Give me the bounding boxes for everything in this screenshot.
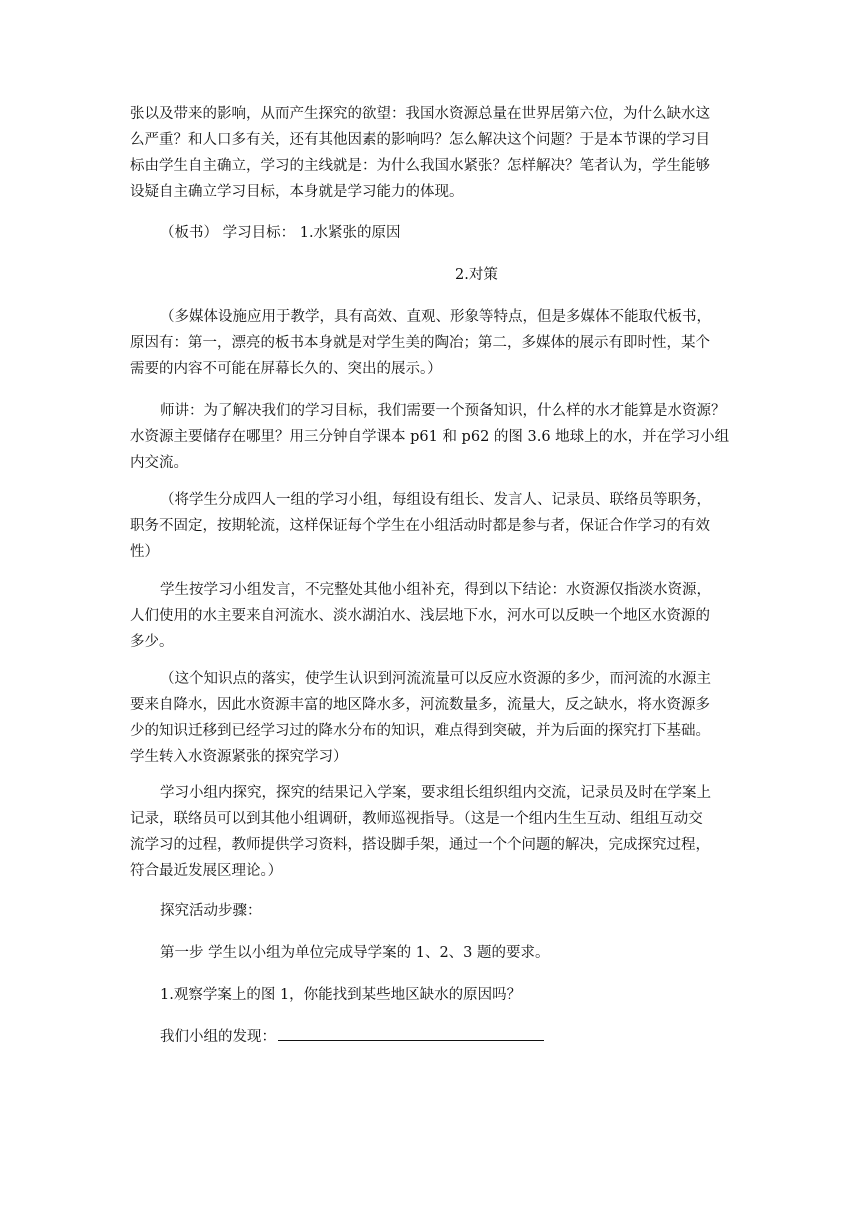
answer-blank[interactable] [278, 1026, 544, 1041]
text-line: 学生按学习小组发言，不完整处其他小组补充，得到以下结论：水资源仅指淡水资源， [160, 582, 711, 598]
text-line: （这个知识点的落实，使学生认识到河流流量可以反应水资源的多少，而河流的水源主 [160, 671, 711, 687]
paragraph-conclusion [130, 577, 730, 655]
step-one [130, 940, 730, 966]
paragraph-intro [130, 101, 730, 205]
text-line: 么严重？和人口多有关，还有其他因素的影响吗？怎么解决这个问题？于是本节课的学习目 [130, 132, 710, 148]
text-line: （将学生分成四人一组的学习小组，每组设有组长、发言人、记录员、联络员等职务， [160, 492, 711, 508]
text-line: 原因有：第一，漂亮的板书本身就是对学生美的陶冶；第二，多媒体的展示有即时性，某个 [130, 335, 710, 351]
paragraph-grouping-note [130, 487, 730, 565]
text-line: 记录，联络员可以到其他小组调研，教师巡视指导。（这是一个组内生生互动、组组互动交 [130, 811, 703, 827]
board-objective-1: （板书） 学习目标： 1.水紧张的原因 [160, 225, 401, 241]
text-line: 1.观察学案上的图 1，你能找到某些地区缺水的原因吗？ [160, 987, 522, 1003]
text-line: 少的知识迁移到已经学习过的降水分布的知识，难点得到突破，并为后面的探究打下基础。 [130, 723, 710, 739]
text-line: 学习小组内探究，探究的结果记入学案，要求组长组织组内交流，记录员及时在学案上 [160, 785, 711, 801]
text-line: （多媒体设施应用于教学，具有高效、直观、形象等特点，但是多媒体不能取代板书， [160, 309, 711, 325]
text-line: 人们使用的水主要来自河流水、淡水湖泊水、浅层地下水，河水可以反映一个地区水资源的 [130, 608, 710, 624]
text-line: 符合最近发展区理论。） [130, 863, 283, 879]
board-writing [130, 220, 730, 246]
text-line: 张以及带来的影响，从而产生探究的欲望：我国水资源总量在世界居第六位，为什么缺水这 [130, 106, 710, 122]
text-line: 学生转入水资源紧张的探究学习） [130, 749, 348, 765]
paragraph-teacher-talk [130, 398, 730, 476]
text-line: 需要的内容不可能在屏幕长久的、突出的展示。） [130, 361, 442, 377]
text-line: 师讲：为了解决我们的学习目标，我们需要一个预备知识，什么样的水才能算是水资源？ [160, 403, 726, 419]
board-objective-2: 2.对策 [455, 267, 498, 283]
text-line: 职务不固定，按期轮流，这样保证每个学生在小组活动时都是参与者，保证合作学习的有效 [130, 518, 710, 534]
text-line: 内交流。 [130, 455, 188, 471]
text-line: 第一步 学生以小组为单位完成导学案的 1、2、3 题的要求。 [160, 945, 550, 961]
text-line: 探究活动步骤： [160, 903, 262, 919]
text-line: 要来自降水，因此水资源丰富的地区降水多，河流数量多，流量大，反之缺水，将水资源多 [130, 697, 710, 713]
paragraph-knowledge-note [130, 666, 730, 770]
text-line: 水资源主要储存在哪里？用三分钟自学课本 p61 和 p62 的图 3.6 地球上的水，并在学习小组 [130, 429, 730, 445]
text-line: 标由学生自主确立，学习的主线就是：为什么我国水紧张？怎样解决？笔者认为，学生能够 [130, 158, 710, 174]
finding-row [130, 1024, 730, 1050]
steps-heading [130, 898, 730, 924]
paragraph-multimedia-note [130, 304, 730, 382]
finding-line [130, 1024, 730, 1050]
paragraph-group-inquiry [130, 780, 730, 884]
text-line: 性） [130, 544, 159, 560]
text-line: 流学习的过程，教师提供学习资料，搭设脚手架，通过一个个问题的解决，完成探究过程， [130, 837, 710, 853]
text-line: 多少。 [130, 634, 174, 650]
text-line: 设疑自主确立学习目标，本身就是学习能力的体现。 [130, 184, 464, 200]
question-one [130, 982, 730, 1008]
finding-label: 我们小组的发现： [160, 1029, 276, 1045]
